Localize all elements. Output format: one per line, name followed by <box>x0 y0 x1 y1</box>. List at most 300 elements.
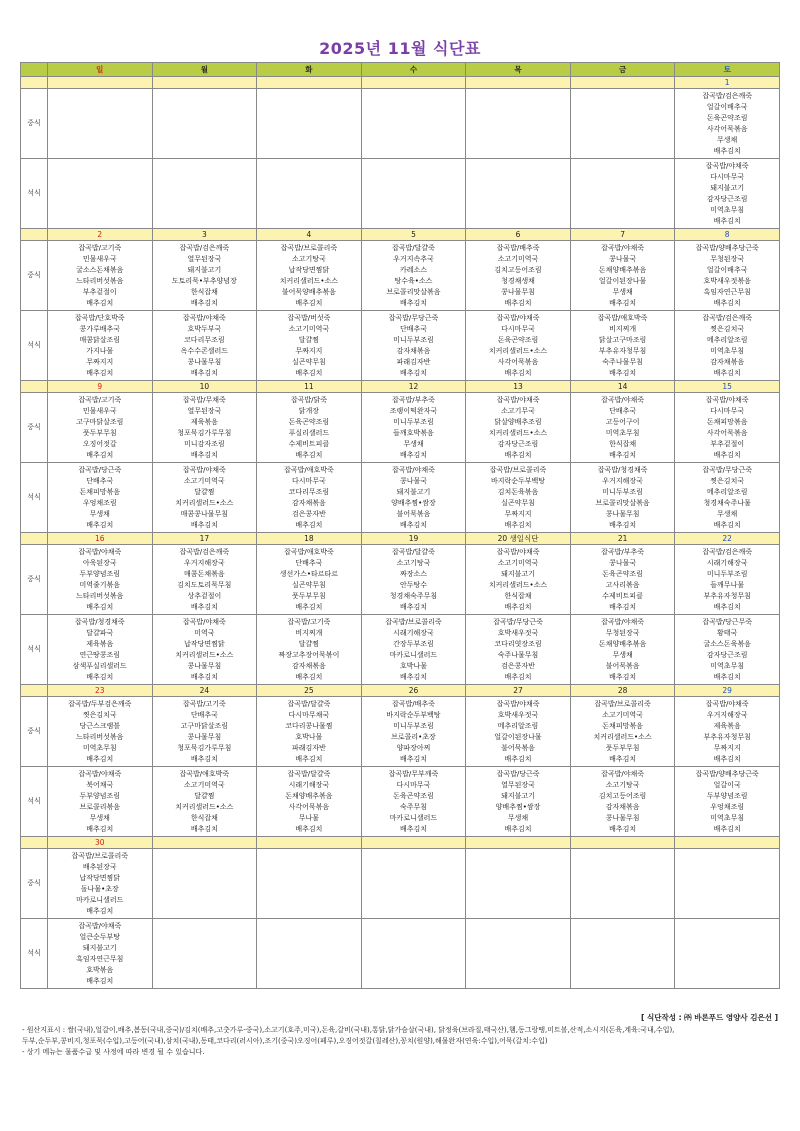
menu-item: 잡곡밥/무당근죽 <box>493 617 543 626</box>
dinner-menu-cell <box>152 311 257 381</box>
lunch-menu-cell <box>361 89 466 159</box>
menu-item: 무생채 <box>507 813 529 822</box>
dinner-row <box>21 919 780 989</box>
menu-item: 찟은김치국 <box>710 324 745 333</box>
menu-item: 숙주나물무침 <box>602 357 643 366</box>
menu-item: 잡곡밥/두부검은깨죽 <box>68 699 132 708</box>
lunch-label: 중식 <box>21 849 48 919</box>
menu-item: 돈육곤약조림 <box>497 335 539 344</box>
menu-item: 잡곡밥/브로콜리죽 <box>71 851 129 860</box>
dinner-menu-cell <box>361 919 466 989</box>
menu-item: 배추김치 <box>713 602 741 611</box>
menu-item: 풋두부무침 <box>82 428 117 437</box>
menu-item: 잡곡밥/브로콜리죽 <box>280 243 338 252</box>
lunch-label: 중식 <box>21 545 48 615</box>
lunch-menu-cell <box>152 849 257 919</box>
menu-item: 코다리무조림 <box>288 487 330 496</box>
menu-item: 배추김치 <box>190 672 218 681</box>
menu-item: 양배추찜•쌈장 <box>391 498 436 507</box>
menu-item: 소고기미역국 <box>184 780 225 789</box>
menu-item: 실곤약무침 <box>292 357 326 366</box>
menu-item: 열무된장국 <box>501 780 535 789</box>
menu-item: 불어묵볶음 <box>501 743 535 752</box>
date-row <box>21 229 780 241</box>
menu-item: 배추김치 <box>86 520 114 529</box>
menu-item: 청경채숙주무침 <box>389 591 438 600</box>
menu-item: 우거지속추국 <box>393 254 434 263</box>
lunch-menu-cell <box>48 89 153 159</box>
menu-item: 잡곡밥/고기죽 <box>182 699 226 708</box>
menu-item: 호박두부국 <box>187 324 222 333</box>
menu-item: 얼갈이배추국 <box>706 265 748 274</box>
menu-item: 콩나물무침 <box>187 661 222 670</box>
lunch-menu-cell <box>466 241 571 311</box>
dinner-menu-cell <box>152 463 257 533</box>
lunch-menu-cell <box>570 697 675 767</box>
lunch-row <box>21 89 780 159</box>
date-cell: 26 <box>361 685 466 697</box>
menu-item: 한식잡채 <box>504 591 532 600</box>
menu-item: 감자채볶음 <box>396 346 431 355</box>
note-origin-2: 두부,순두부,콩비지,청포묵(수입),고등어(국내),삼치(국내),동태,코다리(러시아),조기(중국)오징어(페루),오징어젓갈(칠레산),꽁치(원양),해물완자(연육:수입),어묵(갈치:수입) <box>22 1037 548 1045</box>
menu-item: 배추김치 <box>609 672 637 681</box>
menu-item: 배추김치 <box>609 450 637 459</box>
menu-item: 치커리샐러드•소스 <box>488 428 548 437</box>
date-cell: 1 <box>675 77 780 89</box>
date-cell: 21 <box>570 533 675 545</box>
menu-item: 느타리버섯볶음 <box>76 591 124 600</box>
menu-item: 잡곡밥/단호박죽 <box>74 313 125 322</box>
lunch-menu-cell <box>570 393 675 463</box>
date-cell: 28 <box>570 685 675 697</box>
dinner-menu-cell <box>675 463 780 533</box>
menu-item: 소고기미역국 <box>602 710 643 719</box>
menu-item: 배추김치 <box>713 298 741 307</box>
note-origin-1: - 원산지표시 : 쌀(국내),얼갈이,배추,봄동(국내,중국)/김치(배추,고춧가루-중국),소고기(호주,미국),돈육,갈비(국내),통닭,닭가슴살(국내), 닭정육(브라질,태국산),햄,동그랑땡,미트볼,산적,소시지(돈육,계육:국내,수입), <box>22 1026 675 1034</box>
menu-item: 단배추국 <box>190 710 218 719</box>
menu-item: 다시마무국 <box>710 406 745 415</box>
menu-item: 배추김치 <box>399 824 427 833</box>
lunch-menu-cell <box>675 241 780 311</box>
dinner-menu-cell <box>361 615 466 685</box>
menu-item: 조랭이떡완자국 <box>389 406 438 415</box>
menu-item: 배추김치 <box>504 298 532 307</box>
menu-item: 배추김치 <box>399 754 427 763</box>
date-cell: 3 <box>152 229 257 241</box>
menu-item: 간장두부조림 <box>393 639 434 648</box>
menu-item: 무청된장국 <box>605 628 640 637</box>
menu-item: 배추김치 <box>295 368 323 377</box>
menu-item: 무짜지지 <box>504 509 532 518</box>
menu-item: 잡곡밥/청경채죽 <box>597 465 648 474</box>
menu-item: 배추김치 <box>504 672 532 681</box>
menu-item: 다시마무국 <box>710 172 745 181</box>
menu-item: 잡곡밥/검은깨죽 <box>702 91 753 100</box>
dinner-menu-cell <box>675 159 780 229</box>
menu-item: 민물새우국 <box>82 254 117 263</box>
menu-item: 감자당근조림 <box>497 439 539 448</box>
menu-item: 메추리알조림 <box>706 487 748 496</box>
lunch-menu-cell <box>466 545 571 615</box>
menu-item: 미역초무침 <box>710 346 745 355</box>
date-cell: 19 <box>361 533 466 545</box>
lunch-label: 중식 <box>21 241 48 311</box>
menu-item: 잡곡밥/야채죽 <box>78 769 122 778</box>
dinner-menu-cell <box>675 615 780 685</box>
menu-item: 무생채 <box>612 287 633 296</box>
menu-item: 배추김치 <box>713 672 741 681</box>
dinner-menu-cell <box>257 311 362 381</box>
menu-item: 삼색푸실리샐러드 <box>72 661 127 670</box>
menu-item: 무생채 <box>89 813 110 822</box>
menu-item: 소고기탕국 <box>292 254 326 263</box>
menu-item: 배추김치 <box>713 754 741 763</box>
lunch-menu-cell <box>152 241 257 311</box>
dinner-menu-cell <box>152 615 257 685</box>
menu-item: 배추김치 <box>86 368 114 377</box>
menu-item: 잡곡밥/야채죽 <box>601 769 645 778</box>
menu-item: 생선가스•타르타르 <box>279 569 339 578</box>
menu-item: 소고기무국 <box>501 406 535 415</box>
weekday-header: 금 <box>570 63 675 77</box>
menu-item: 배추김치 <box>609 298 637 307</box>
menu-item: 흑임자연근무침 <box>703 287 751 296</box>
menu-item: 돼지불고기 <box>501 569 535 578</box>
menu-item: 치커리샐러드•소스 <box>488 580 548 589</box>
dinner-menu-cell <box>361 767 466 837</box>
menu-item: 배추김치 <box>190 368 218 377</box>
dinner-menu-cell <box>257 463 362 533</box>
menu-item: 치커리샐러드•소스 <box>593 732 652 741</box>
menu-item: 잡곡밥/야채죽 <box>705 161 749 170</box>
menu-item: 코다리무조림 <box>184 335 225 344</box>
menu-item: 잡곡밥/야채죽 <box>182 465 226 474</box>
menu-item: 콩나물국 <box>609 254 637 263</box>
date-cell: 13 <box>466 381 571 393</box>
menu-item: 마카로니샐러드 <box>389 813 438 822</box>
menu-item: 배추김치 <box>190 298 218 307</box>
menu-item: 미역초무침 <box>605 428 640 437</box>
menu-item: 청포묵김가루무침 <box>177 428 232 437</box>
menu-item: 짜장소스 <box>399 569 427 578</box>
menu-item: 잡곡밥/달걀죽 <box>287 699 331 708</box>
menu-item: 잡곡밥/닭죽 <box>290 395 327 404</box>
menu-item: 오징어젓갈 <box>82 439 117 448</box>
menu-item: 실곤약무침 <box>292 580 326 589</box>
menu-item: 미역국 <box>194 628 215 637</box>
menu-item: 김치돈육볶음 <box>497 487 539 496</box>
lunch-menu-cell <box>675 697 780 767</box>
menu-item: 배추김치 <box>609 368 637 377</box>
lunch-menu-cell <box>675 849 780 919</box>
menu-item: 잡곡밥/검은깨죽 <box>702 547 753 556</box>
lunch-menu-cell <box>675 393 780 463</box>
menu-item: 잡곡밥/당근무죽 <box>702 617 753 626</box>
menu-item: 콩나물국 <box>399 476 427 485</box>
menu-item: 열무된장국 <box>187 406 222 415</box>
lunch-menu-cell <box>570 241 675 311</box>
date-cell <box>361 77 466 89</box>
menu-item: 시래기해장국 <box>393 628 434 637</box>
menu-item: 메추리알조림 <box>497 721 539 730</box>
header-corner <box>21 63 48 77</box>
lunch-menu-cell <box>152 89 257 159</box>
menu-item: 두부양념조림 <box>79 569 121 578</box>
dinner-menu-cell <box>675 919 780 989</box>
dinner-menu-cell <box>675 767 780 837</box>
menu-item: 얼갈이된장나물 <box>598 276 647 285</box>
menu-item: 배추김치 <box>504 520 532 529</box>
menu-item: 부추겉절이 <box>710 439 745 448</box>
menu-item: 민물새우국 <box>82 406 117 415</box>
menu-item: 무생채 <box>717 509 738 518</box>
lunch-menu-cell <box>48 849 153 919</box>
menu-item: 배추김치 <box>609 520 637 529</box>
menu-item: 배추김치 <box>713 368 741 377</box>
menu-item: 부추유자청무침 <box>703 732 751 741</box>
lunch-label: 중식 <box>21 697 48 767</box>
lunch-menu-cell <box>361 849 466 919</box>
menu-item: 배추김치 <box>190 824 218 833</box>
lunch-row <box>21 241 780 311</box>
menu-item: 돼지불고기 <box>396 487 431 496</box>
date-cell <box>570 77 675 89</box>
menu-item: 소고기탕국 <box>396 558 431 567</box>
menu-item: 마카로니샐러드 <box>76 895 124 904</box>
menu-item: 매콤닭살조림 <box>79 335 121 344</box>
menu-item: 미니두부조림 <box>393 417 434 426</box>
lunch-menu-cell <box>48 697 153 767</box>
menu-item: 다시마무국 <box>292 476 326 485</box>
menu-item: 풋두부무침 <box>605 743 640 752</box>
menu-item: 닭살양배추조림 <box>494 417 542 426</box>
dinner-row <box>21 159 780 229</box>
menu-item: 단배추국 <box>399 324 427 333</box>
menu-item: 숙주무침 <box>399 802 427 811</box>
lunch-menu-cell <box>675 545 780 615</box>
menu-item: 잡곡밥/애호박죽 <box>284 465 334 474</box>
dinner-menu-cell <box>570 463 675 533</box>
menu-item: 연근땅콩조림 <box>79 650 121 659</box>
dinner-menu-cell <box>48 615 153 685</box>
menu-item: 양배추찜•쌈장 <box>495 802 541 811</box>
dinner-menu-cell <box>152 919 257 989</box>
dinner-row <box>21 767 780 837</box>
weekday-header: 목 <box>466 63 571 77</box>
menu-item: 단배추국 <box>609 406 637 415</box>
date-cell: 5 <box>361 229 466 241</box>
menu-item: 부추유자청무침 <box>598 346 647 355</box>
dinner-menu-cell <box>570 767 675 837</box>
lunch-menu-cell <box>257 241 362 311</box>
dinner-label: 석식 <box>21 767 48 837</box>
menu-item: 무생채 <box>89 509 110 518</box>
menu-item: 안두탕수 <box>399 580 427 589</box>
menu-item: 청포묵김가루무침 <box>177 743 232 752</box>
menu-item: 감자채볶음 <box>605 802 640 811</box>
menu-item: 시래기해장국 <box>288 780 330 789</box>
date-row-label <box>21 381 48 393</box>
menu-item: 호박나물 <box>399 661 427 670</box>
dinner-row <box>21 311 780 381</box>
menu-item: 얼갈이배추국 <box>706 102 748 111</box>
lunch-menu-cell <box>257 89 362 159</box>
lunch-menu-cell <box>152 545 257 615</box>
date-cell: 2 <box>48 229 153 241</box>
author-credit: [ 식단작성 : ㈜ 바론푸드 영양사 김은선 ] <box>640 1013 778 1022</box>
menu-item: 옥수수콘샐러드 <box>180 346 229 355</box>
menu-item: 잡곡밥/고기죽 <box>78 243 122 252</box>
menu-item: 잡곡밥/당근죽 <box>78 465 122 474</box>
menu-item: 돌나물•초장 <box>80 884 119 893</box>
menu-item: 감자채볶음 <box>292 661 326 670</box>
lunch-menu-cell <box>48 241 153 311</box>
menu-item: 콩나물무침 <box>605 509 640 518</box>
menu-item: 잡곡밥/달걀죽 <box>392 547 435 556</box>
menu-item: 돈육곤약조림 <box>393 791 434 800</box>
weekday-header: 수 <box>361 63 466 77</box>
menu-item: 얼갈이국 <box>713 780 741 789</box>
menu-item: 잡곡밥/야채죽 <box>705 699 749 708</box>
menu-item: 호박새우젓국 <box>497 710 539 719</box>
menu-item: 비지찌개 <box>609 324 637 333</box>
lunch-menu-cell <box>570 545 675 615</box>
menu-item: 고사리볶음 <box>605 580 640 589</box>
lunch-menu-cell <box>570 89 675 159</box>
lunch-menu-cell <box>257 545 362 615</box>
date-cell: 17 <box>152 533 257 545</box>
dinner-menu-cell <box>257 919 362 989</box>
dinner-menu-cell <box>48 311 153 381</box>
menu-item: 잡곡밥/야채죽 <box>392 465 435 474</box>
lunch-menu-cell <box>152 697 257 767</box>
lunch-menu-cell <box>257 697 362 767</box>
menu-item: 제육볶음 <box>86 639 114 648</box>
menu-item: 청경채숙주나물 <box>703 498 751 507</box>
menu-item: 소고기탕국 <box>605 780 640 789</box>
menu-item: 잡곡밥/무당근죽 <box>702 465 753 474</box>
lunch-menu-cell <box>466 697 571 767</box>
menu-item: 배추된장국 <box>82 862 117 871</box>
menu-item: 배추김치 <box>504 368 532 377</box>
menu-item: 배추김치 <box>713 146 741 155</box>
date-cell <box>675 837 780 849</box>
menu-item: 얼갈이된장나물 <box>494 732 542 741</box>
menu-item: 돈채양배추볶음 <box>285 791 333 800</box>
menu-item: 수제비트피클 <box>288 439 330 448</box>
menu-item: 고등어구이 <box>605 417 640 426</box>
menu-item: 우거지해장국 <box>184 558 225 567</box>
menu-item: 돈채피망볶음 <box>706 417 748 426</box>
date-cell: 22 <box>675 533 780 545</box>
menu-item: 콩나물국 <box>609 558 637 567</box>
lunch-menu-cell <box>675 89 780 159</box>
menu-item: 마카로니샐러드 <box>389 650 438 659</box>
lunch-menu-cell <box>48 545 153 615</box>
menu-item: 배추김치 <box>295 754 323 763</box>
menu-item: 다시마무국 <box>501 324 535 333</box>
menu-item: 사각어묵볶음 <box>288 802 330 811</box>
menu-item: 상추겉절이 <box>187 591 222 600</box>
lunch-menu-cell <box>361 393 466 463</box>
date-cell: 29 <box>675 685 780 697</box>
menu-item: 코다리엿장조림 <box>494 639 542 648</box>
menu-item: 제육볶음 <box>713 721 741 730</box>
date-cell: 30 <box>48 837 153 849</box>
dinner-menu-cell <box>466 311 571 381</box>
menu-item: 배추김치 <box>86 976 114 985</box>
menu-item: 배추김치 <box>609 754 637 763</box>
date-row <box>21 77 780 89</box>
menu-item: 브로콜리•초장 <box>391 732 436 741</box>
menu-item: 잡곡밥/청경채죽 <box>74 617 125 626</box>
menu-item: 치커리샐러드•소스 <box>279 276 339 285</box>
dinner-menu-cell <box>48 919 153 989</box>
menu-item: 사각어묵볶음 <box>706 428 748 437</box>
menu-item: 잡곡밥/애호박죽 <box>597 313 648 322</box>
menu-item: 들깨호박볶음 <box>393 428 434 437</box>
dinner-menu-cell <box>361 311 466 381</box>
menu-item: 돼지불고기 <box>187 265 222 274</box>
menu-item: 배추김치 <box>190 520 218 529</box>
menu-item: 잡곡밥/야채죽 <box>182 617 226 626</box>
menu-item: 짜장고추장어묵볶이 <box>278 650 340 659</box>
menu-item: 다시마무채국 <box>288 710 330 719</box>
menu-item: 감자채볶음 <box>292 498 326 507</box>
menu-item: 소고기미역국 <box>497 254 539 263</box>
menu-item: 느타리버섯볶음 <box>76 276 124 285</box>
menu-item: 치커리샐러드•소스 <box>488 346 548 355</box>
menu-item: 배추김치 <box>399 368 427 377</box>
menu-item: 탕수육•소스 <box>394 276 433 285</box>
menu-item: 미니두부조림 <box>393 335 434 344</box>
date-cell <box>48 77 153 89</box>
dinner-menu-cell <box>570 919 675 989</box>
menu-item: 돈육곤약조림 <box>288 417 330 426</box>
lunch-menu-cell <box>570 849 675 919</box>
menu-item: 무생채 <box>403 439 424 448</box>
menu-item: 시래기해장국 <box>706 558 748 567</box>
menu-item: 황태국 <box>717 628 738 637</box>
menu-item: 매콤돈채볶음 <box>184 569 225 578</box>
menu-item: 미니두부조림 <box>393 721 434 730</box>
menu-item: 다시마무국 <box>396 780 431 789</box>
menu-item: 잡곡밥/야채죽 <box>182 313 226 322</box>
menu-item: 찟은김치국 <box>82 710 117 719</box>
menu-item: 돈채피망볶음 <box>602 721 643 730</box>
date-row-label <box>21 837 48 849</box>
menu-item: 불어묵볶음 <box>396 509 431 518</box>
dinner-menu-cell <box>152 159 257 229</box>
menu-item: 배추김치 <box>504 824 532 833</box>
lunch-menu-cell <box>48 393 153 463</box>
dinner-row <box>21 463 780 533</box>
menu-item: 우엉채조림 <box>82 498 117 507</box>
menu-item: 배추김치 <box>190 602 218 611</box>
lunch-label: 중식 <box>21 393 48 463</box>
menu-item: 잡곡밥/무채죽 <box>182 395 226 404</box>
menu-item: 미역초무침 <box>82 743 117 752</box>
menu-item: 호박볶음 <box>86 965 114 974</box>
date-cell <box>257 837 362 849</box>
menu-item: 불어묵양배추볶음 <box>281 287 336 296</box>
date-cell: 25 <box>257 685 362 697</box>
date-cell: 23 <box>48 685 153 697</box>
menu-item: 잡곡밥/부추죽 <box>392 395 435 404</box>
menu-item: 굴소스돈육볶음 <box>703 639 751 648</box>
menu-item: 청경채생채 <box>501 276 535 285</box>
menu-item: 잡곡밥/야채죽 <box>496 395 540 404</box>
